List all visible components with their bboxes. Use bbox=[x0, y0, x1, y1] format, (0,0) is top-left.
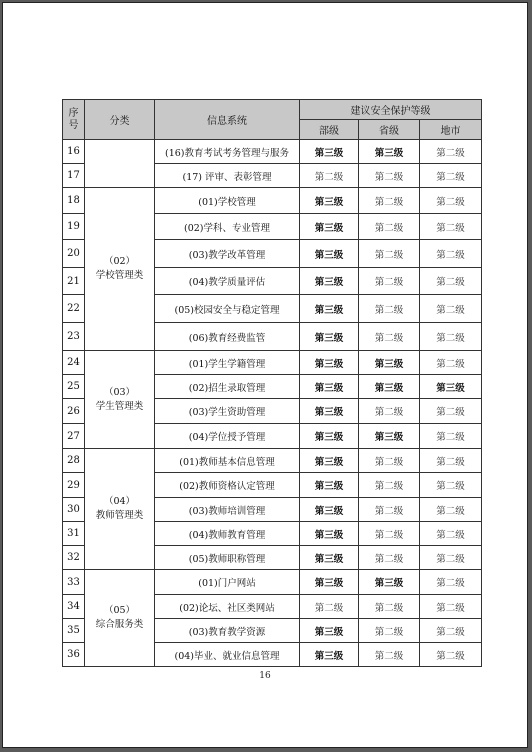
province-level-cell: 第二级 bbox=[359, 449, 420, 473]
header-province-level: 省级 bbox=[359, 120, 420, 140]
serial-number-cell: 24 bbox=[63, 351, 85, 375]
city-level-cell: 第三级 bbox=[420, 375, 482, 399]
serial-number-cell: 22 bbox=[63, 295, 85, 323]
city-level-cell: 第二级 bbox=[420, 268, 482, 295]
information-system-cell: (17) 评审、表彰管理 bbox=[155, 164, 300, 188]
city-level-cell: 第二级 bbox=[420, 473, 482, 498]
information-system-cell: (04)教学质量评估 bbox=[155, 268, 300, 295]
table-row bbox=[63, 140, 482, 164]
city-level-cell: 第二级 bbox=[420, 424, 482, 449]
category-cell bbox=[85, 570, 155, 667]
header-serial-number bbox=[63, 100, 85, 140]
table-row bbox=[63, 449, 482, 473]
category-code: （03） bbox=[103, 386, 136, 398]
city-level-cell: 第二级 bbox=[420, 619, 482, 643]
ministry-level-cell: 第三级 bbox=[300, 570, 359, 595]
category-code: （05） bbox=[103, 605, 136, 616]
province-level-cell: 第二级 bbox=[359, 295, 420, 323]
information-system-cell: (01)学生学籍管理 bbox=[155, 351, 300, 375]
city-level-cell: 第二级 bbox=[420, 522, 482, 546]
province-level-cell: 第二级 bbox=[359, 188, 420, 214]
city-level-cell: 第二级 bbox=[420, 595, 482, 619]
serial-number-cell: 30 bbox=[63, 498, 85, 522]
information-system-cell: (01)门户网站 bbox=[155, 570, 300, 595]
city-level-cell: 第二级 bbox=[420, 351, 482, 375]
category-name: 学校管理类 bbox=[95, 270, 144, 281]
information-system-cell: (02)教师资格认定管理 bbox=[155, 473, 300, 498]
city-level-cell: 第二级 bbox=[420, 546, 482, 570]
category-code: （02） bbox=[103, 256, 136, 267]
province-level-cell: 第二级 bbox=[359, 214, 420, 240]
ministry-level-cell: 第三级 bbox=[300, 214, 359, 240]
information-system-cell: (04)毕业、就业信息管理 bbox=[155, 643, 300, 667]
category-code: （04） bbox=[103, 496, 136, 507]
category-cell bbox=[85, 140, 155, 188]
information-system-cell: (02)招生录取管理 bbox=[155, 375, 300, 399]
information-system-cell: (05)校园安全与稳定管理 bbox=[155, 295, 300, 323]
category-name: 学生管理类 bbox=[95, 400, 144, 412]
province-level-cell: 第二级 bbox=[359, 546, 420, 570]
serial-number-cell: 36 bbox=[63, 643, 85, 667]
serial-number-cell: 25 bbox=[63, 375, 85, 399]
table-row bbox=[63, 351, 482, 375]
ministry-level-cell: 第三级 bbox=[300, 295, 359, 323]
serial-number-cell: 28 bbox=[63, 449, 85, 473]
province-level-cell: 第二级 bbox=[359, 240, 420, 268]
category-cell bbox=[85, 351, 155, 449]
province-level-cell: 第三级 bbox=[359, 570, 420, 595]
serial-number-cell: 16 bbox=[63, 140, 85, 164]
city-level-cell: 第二级 bbox=[420, 399, 482, 424]
serial-number-cell: 21 bbox=[63, 268, 85, 295]
city-level-cell: 第二级 bbox=[420, 449, 482, 473]
serial-number-cell: 31 bbox=[63, 522, 85, 546]
serial-number-cell: 19 bbox=[63, 214, 85, 240]
serial-number-cell: 17 bbox=[63, 164, 85, 188]
information-system-cell: (03)教育教学资源 bbox=[155, 619, 300, 643]
information-system-cell: (04)教师教育管理 bbox=[155, 522, 300, 546]
information-system-cell: (03)教学改革管理 bbox=[155, 240, 300, 268]
ministry-level-cell: 第三级 bbox=[300, 424, 359, 449]
information-system-cell: (04)学位授予管理 bbox=[155, 424, 300, 449]
province-level-cell: 第三级 bbox=[359, 424, 420, 449]
ministry-level-cell: 第三级 bbox=[300, 188, 359, 214]
header-information-system: 信息系统 bbox=[155, 100, 300, 140]
city-level-cell: 第二级 bbox=[420, 570, 482, 595]
information-system-cell: (06)教育经费监管 bbox=[155, 323, 300, 351]
header-protection-level: 建议安全保护等级 bbox=[300, 100, 482, 120]
information-system-cell: (03)教师培训管理 bbox=[155, 498, 300, 522]
province-level-cell: 第三级 bbox=[359, 375, 420, 399]
category-name: 教师管理类 bbox=[95, 510, 144, 521]
ministry-level-cell: 第三级 bbox=[300, 240, 359, 268]
province-level-cell: 第二级 bbox=[359, 164, 420, 188]
province-level-cell: 第二级 bbox=[359, 473, 420, 498]
city-level-cell: 第二级 bbox=[420, 188, 482, 214]
table-body bbox=[63, 140, 482, 667]
city-level-cell: 第二级 bbox=[420, 214, 482, 240]
serial-number-cell: 20 bbox=[63, 240, 85, 268]
province-level-cell: 第二级 bbox=[359, 595, 420, 619]
province-level-cell: 第二级 bbox=[359, 643, 420, 667]
ministry-level-cell: 第三级 bbox=[300, 643, 359, 667]
header-ministry-level: 部级 bbox=[300, 120, 359, 140]
city-level-cell: 第二级 bbox=[420, 323, 482, 351]
serial-number-cell: 32 bbox=[63, 546, 85, 570]
ministry-level-cell: 第三级 bbox=[300, 546, 359, 570]
province-level-cell: 第二级 bbox=[359, 268, 420, 295]
information-system-cell: (03)学生资助管理 bbox=[155, 399, 300, 424]
province-level-cell: 第二级 bbox=[359, 522, 420, 546]
serial-number-cell: 35 bbox=[63, 619, 85, 643]
category-name: 综合服务类 bbox=[95, 619, 144, 630]
ministry-level-cell: 第三级 bbox=[300, 498, 359, 522]
information-system-cell: (01)教师基本信息管理 bbox=[155, 449, 300, 473]
table-row bbox=[63, 188, 482, 214]
ministry-level-cell: 第三级 bbox=[300, 619, 359, 643]
ministry-level-cell: 第三级 bbox=[300, 399, 359, 424]
information-system-cell: (16)教育考试考务管理与服务 bbox=[155, 140, 300, 164]
header-category: 分类 bbox=[85, 100, 155, 140]
table-row bbox=[63, 570, 482, 595]
serial-number-cell: 18 bbox=[63, 188, 85, 214]
city-level-cell: 第二级 bbox=[420, 164, 482, 188]
ministry-level-cell: 第二级 bbox=[300, 164, 359, 188]
city-level-cell: 第二级 bbox=[420, 140, 482, 164]
province-level-cell: 第二级 bbox=[359, 399, 420, 424]
city-level-cell: 第二级 bbox=[420, 498, 482, 522]
ministry-level-cell: 第二级 bbox=[300, 595, 359, 619]
ministry-level-cell: 第三级 bbox=[300, 323, 359, 351]
header-serial-number-label: 序号 bbox=[68, 107, 79, 131]
document-page bbox=[2, 2, 528, 748]
ministry-level-cell: 第三级 bbox=[300, 351, 359, 375]
province-level-cell: 第二级 bbox=[359, 498, 420, 522]
category-cell bbox=[85, 188, 155, 351]
serial-number-cell: 33 bbox=[63, 570, 85, 595]
ministry-level-cell: 第三级 bbox=[300, 473, 359, 498]
protection-level-table bbox=[62, 99, 482, 667]
city-level-cell: 第二级 bbox=[420, 643, 482, 667]
serial-number-cell: 23 bbox=[63, 323, 85, 351]
serial-number-cell: 29 bbox=[63, 473, 85, 498]
province-level-cell: 第三级 bbox=[359, 140, 420, 164]
information-system-cell: (02)论坛、社区类网站 bbox=[155, 595, 300, 619]
province-level-cell: 第二级 bbox=[359, 323, 420, 351]
ministry-level-cell: 第三级 bbox=[300, 140, 359, 164]
category-cell bbox=[85, 449, 155, 570]
header-city-level: 地市 bbox=[420, 120, 482, 140]
ministry-level-cell: 第三级 bbox=[300, 522, 359, 546]
province-level-cell: 第二级 bbox=[359, 619, 420, 643]
serial-number-cell: 27 bbox=[63, 424, 85, 449]
information-system-cell: (01)学校管理 bbox=[155, 188, 300, 214]
information-system-cell: (02)学科、专业管理 bbox=[155, 214, 300, 240]
page-number: 16 bbox=[259, 671, 271, 681]
province-level-cell: 第三级 bbox=[359, 351, 420, 375]
ministry-level-cell: 第三级 bbox=[300, 268, 359, 295]
city-level-cell: 第二级 bbox=[420, 240, 482, 268]
information-system-cell: (05)教师职称管理 bbox=[155, 546, 300, 570]
serial-number-cell: 26 bbox=[63, 399, 85, 424]
ministry-level-cell: 第三级 bbox=[300, 375, 359, 399]
city-level-cell: 第二级 bbox=[420, 295, 482, 323]
ministry-level-cell: 第三级 bbox=[300, 449, 359, 473]
serial-number-cell: 34 bbox=[63, 595, 85, 619]
